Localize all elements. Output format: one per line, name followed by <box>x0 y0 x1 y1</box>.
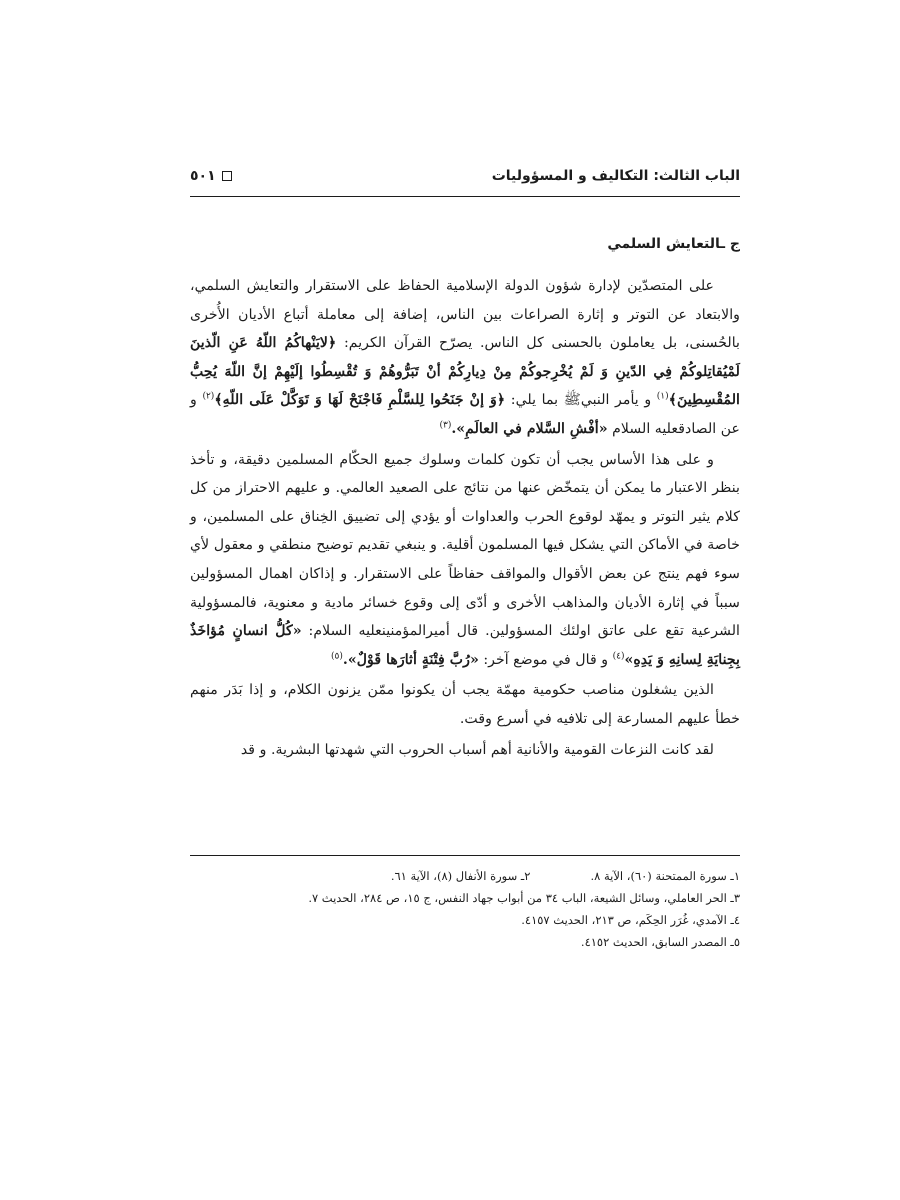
footnote-ref-4: (٤) <box>612 650 625 661</box>
chapter-title: الباب الثالث: التكاليف و المسؤوليات <box>491 168 740 184</box>
footnote-1: ١ـ سورة الممتحنة (٦٠)، الآية ٨. <box>590 869 740 883</box>
footnote-ref-2: (٢) <box>202 391 215 402</box>
paragraph-text: و عن الصادقعليه السلام <box>190 392 740 437</box>
footnote-ref-3: (٣) <box>439 420 452 431</box>
footnote-row <box>190 865 740 887</box>
paragraph-text: على المتصدّين لإدارة شؤون الدولة الإسلامية الحفاظ على الاستقرار والتعايش السلمي، والابتعاد عن التوتر و إثارة الصراعات بين الناس، إضافة إلى معاملة أتباع الأديان الأُخرى بالحُسنى، بل يعاملون بالحسنى كل الناس. يصرّح القرآن الكريم: <box>190 278 740 352</box>
footnote-2: ٢ـ سورة الأنفال (٨)، الآية ٦١. <box>390 869 531 883</box>
paragraph-text: و على هذا الأساس يجب أن تكون كلمات وسلوك جميع الحكّام المسلمين دقيقة، و تأخذ بنظر الاعتبار ما يمكن أن يتمخّض عنها من نتائج على الصعيد العالمي. و عليهم الاحتراز من كل كلام يثير التوتر و يمهّد لوقوع الحرب والعداوات أو يؤدي إلى تضييق الخِناق على المسلمين، و خاصة في الأماكن التي يشكل فيها المسلمون أقلية. و ينبغي تقديم توضيح منطقي و معقول لأي سوء فهم ينتج عن بعض الأقوال والمواقف حفاظاً على الاستقرار. و إذاكان اهمال المسؤولين سبباً في إثارة الأديان والمذاهب الأخرى و أدّى إلى وقوع خسائر مادية و معنوية، فالمسؤولية الشرعية تقع على عاتق اولئك المسؤولين. قال أميرالمؤمنينعليه السلام: <box>190 451 740 640</box>
paragraph-1 <box>190 272 740 444</box>
paragraph-2 <box>190 446 740 675</box>
paragraph-text: و قال في موضع آخر: <box>478 651 613 668</box>
hadith-quote-3: «رُبَّ فِتْنَةٍ أثارَها قَوْلٌ». <box>342 651 479 668</box>
footnote-5: ٥ـ المصدر السابق، الحديث ٤١٥٢. <box>580 935 740 949</box>
footnote-4: ٤ـ الآمدي، غُرَر الحِكَم، ص ٢١٣، الحديث ٤١٥٧. <box>521 913 740 927</box>
page-number-block <box>190 168 232 184</box>
header-divider <box>190 196 740 197</box>
hadith-quote-1: «أفْشِ السَّلام في العالَمِ». <box>451 420 608 437</box>
hadith-quote-2: «كُلُّ انسانٍ مُؤاخَذٌ بِجِنايَةِ لِسانِهِ وَ يَدِهِ» <box>190 623 740 668</box>
footnote-ref-5: (٥) <box>331 650 343 661</box>
main-text <box>190 232 740 764</box>
running-header <box>190 166 740 194</box>
footnote-ref-1: (١) <box>656 391 669 402</box>
section-heading: ج ـالتعايش السلمي <box>607 236 740 252</box>
footnote-divider <box>190 855 740 856</box>
footnotes <box>190 865 740 953</box>
square-box-icon <box>222 171 232 181</box>
page-number: ٥٠١ <box>190 168 216 184</box>
paragraph-4: لقد كانت النزعات القومية والأنانية أهم أسباب الحروب التي شهدتها البشرية. و قد <box>240 741 714 758</box>
footnote-3: ٣ـ الحر العاملي، وسائل الشيعة، الباب ٣٤ من أبواب جهاد النفس، ج ١٥، ص ٢٨٤، الحديث ٧. <box>308 891 740 905</box>
paragraph-3: الذين يشغلون مناصب حكومية مهمّة يجب أن يكونوا ممّن يزنون الكلام، و إذا بَدَر منهم خطأ عليهم المسارعة إلى تلافيه في أسرع وقت. <box>190 682 740 727</box>
paragraph-text: و يأمر النبيﷺ بما يلي: <box>505 392 657 409</box>
quran-verse-2: ﴿وَ إنْ جَنَحُوا لِلسَّلْمِ فَاجْنَحْ لَهَا وَ تَوَكَّلْ عَلَى اللّهِ﴾ <box>214 392 506 409</box>
quran-verse-1: ﴿لايَنْهاكُمُ اللّهُ عَنِ الّذينَ لَمْيُقاتِلوكُمْ فِي الدّينِ وَ لَمْ يُخْرِجوكُمْ مِنْ دِيارِكُمْ أنْ تَبَرُّوهُمْ وَ تُقْسِطُوا إلَيْهِمْ إنَّ اللّهَ يُحِبُّ المُقْسِطِينَ﴾ <box>190 335 740 409</box>
